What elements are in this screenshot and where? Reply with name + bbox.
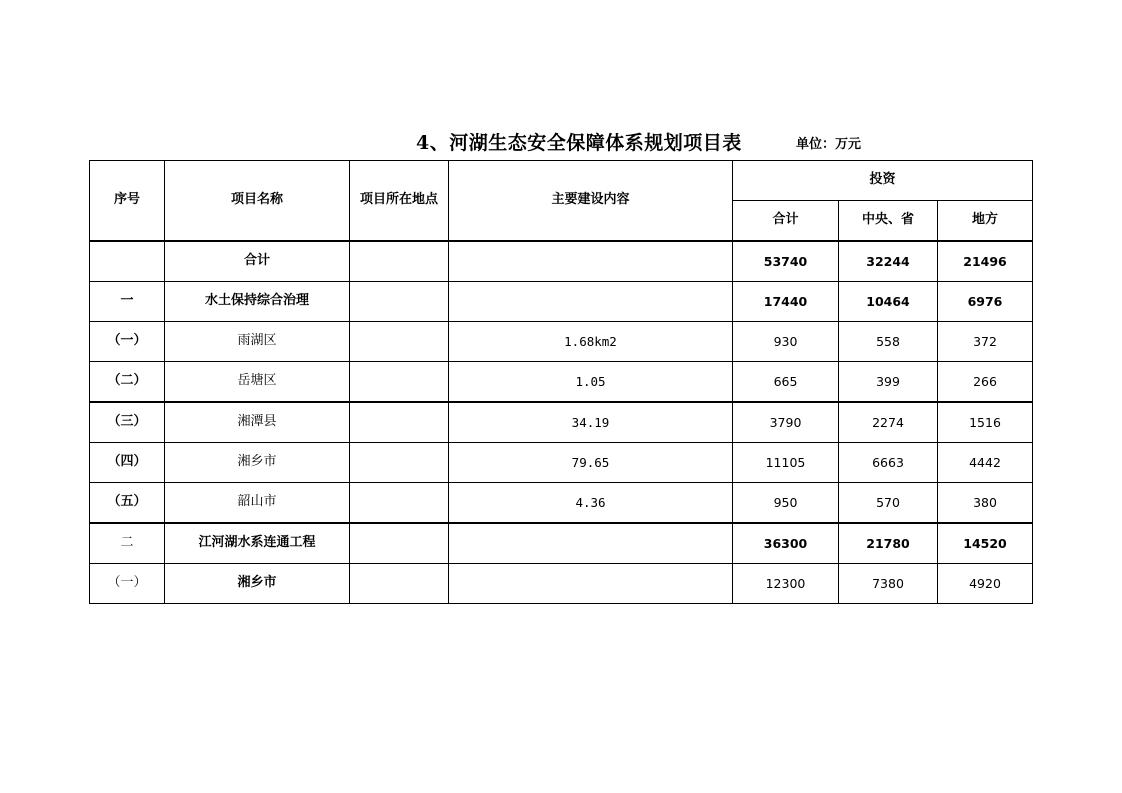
cell-central: 21780 bbox=[839, 523, 938, 564]
cell-seq: （一） bbox=[90, 322, 165, 362]
cell-total: 665 bbox=[733, 362, 839, 403]
cell-seq: 二 bbox=[90, 523, 165, 564]
header-name: 项目名称 bbox=[165, 161, 350, 242]
cell-location bbox=[350, 483, 449, 524]
cell-seq: 一 bbox=[90, 282, 165, 322]
table-row bbox=[90, 443, 1033, 483]
cell-local: 1516 bbox=[938, 402, 1033, 443]
table-row bbox=[90, 402, 1033, 443]
cell-content: 1.05 bbox=[449, 362, 733, 403]
cell-central: 6663 bbox=[839, 443, 938, 483]
cell-content: 79.65 bbox=[449, 443, 733, 483]
cell-seq: （四） bbox=[90, 443, 165, 483]
cell-location bbox=[350, 362, 449, 403]
cell-location bbox=[350, 523, 449, 564]
cell-total: 11105 bbox=[733, 443, 839, 483]
table-row bbox=[90, 282, 1033, 322]
cell-central: 10464 bbox=[839, 282, 938, 322]
header-local: 地方 bbox=[938, 201, 1033, 242]
cell-seq: （二） bbox=[90, 362, 165, 403]
cell-name: 湘乡市 bbox=[165, 443, 350, 483]
cell-name: 江河湖水系连通工程 bbox=[165, 523, 350, 564]
table-row bbox=[90, 523, 1033, 564]
cell-content bbox=[449, 241, 733, 282]
cell-total: 36300 bbox=[733, 523, 839, 564]
table-row bbox=[90, 322, 1033, 362]
cell-name: 合计 bbox=[165, 241, 350, 282]
cell-local: 6976 bbox=[938, 282, 1033, 322]
cell-central: 2274 bbox=[839, 402, 938, 443]
project-table bbox=[89, 160, 1033, 604]
unit-label: 单位：万元 bbox=[796, 137, 862, 152]
cell-name: 岳塘区 bbox=[165, 362, 350, 403]
cell-location bbox=[350, 322, 449, 362]
header-total: 合计 bbox=[733, 201, 839, 242]
cell-name: 湘潭县 bbox=[165, 402, 350, 443]
cell-name: 湘乡市 bbox=[165, 564, 350, 604]
cell-local: 372 bbox=[938, 322, 1033, 362]
cell-total: 12300 bbox=[733, 564, 839, 604]
cell-total: 3790 bbox=[733, 402, 839, 443]
header-central: 中央、省 bbox=[839, 201, 938, 242]
cell-local: 4442 bbox=[938, 443, 1033, 483]
cell-local: 14520 bbox=[938, 523, 1033, 564]
cell-name: 水土保持综合治理 bbox=[165, 282, 350, 322]
cell-central: 32244 bbox=[839, 241, 938, 282]
cell-content bbox=[449, 523, 733, 564]
cell-total: 17440 bbox=[733, 282, 839, 322]
cell-content bbox=[449, 564, 733, 604]
cell-central: 399 bbox=[839, 362, 938, 403]
cell-central: 7380 bbox=[839, 564, 938, 604]
cell-location bbox=[350, 402, 449, 443]
cell-total: 53740 bbox=[733, 241, 839, 282]
cell-central: 558 bbox=[839, 322, 938, 362]
header-content: 主要建设内容 bbox=[449, 161, 733, 242]
cell-local: 4920 bbox=[938, 564, 1033, 604]
cell-central: 570 bbox=[839, 483, 938, 524]
header-row-1 bbox=[90, 161, 1033, 201]
header-seq: 序号 bbox=[90, 161, 165, 242]
cell-seq: （一） bbox=[90, 564, 165, 604]
cell-content: 4.36 bbox=[449, 483, 733, 524]
cell-total: 950 bbox=[733, 483, 839, 524]
cell-seq: （五） bbox=[90, 483, 165, 524]
cell-local: 380 bbox=[938, 483, 1033, 524]
cell-content: 1.68km2 bbox=[449, 322, 733, 362]
cell-name: 雨湖区 bbox=[165, 322, 350, 362]
cell-seq: （三） bbox=[90, 402, 165, 443]
document-title: 4、河湖生态安全保障体系规划项目表 bbox=[416, 132, 742, 154]
cell-name: 韶山市 bbox=[165, 483, 350, 524]
header-location: 项目所在地点 bbox=[350, 161, 449, 242]
cell-local: 266 bbox=[938, 362, 1033, 403]
cell-location bbox=[350, 564, 449, 604]
table-row bbox=[90, 362, 1033, 403]
cell-location bbox=[350, 443, 449, 483]
cell-total: 930 bbox=[733, 322, 839, 362]
cell-content: 34.19 bbox=[449, 402, 733, 443]
table-row bbox=[90, 483, 1033, 524]
header-investment: 投资 bbox=[733, 161, 1033, 201]
cell-local: 21496 bbox=[938, 241, 1033, 282]
cell-content bbox=[449, 282, 733, 322]
cell-location bbox=[350, 282, 449, 322]
cell-seq bbox=[90, 241, 165, 282]
cell-location bbox=[350, 241, 449, 282]
table-row bbox=[90, 241, 1033, 282]
table-row bbox=[90, 564, 1033, 604]
